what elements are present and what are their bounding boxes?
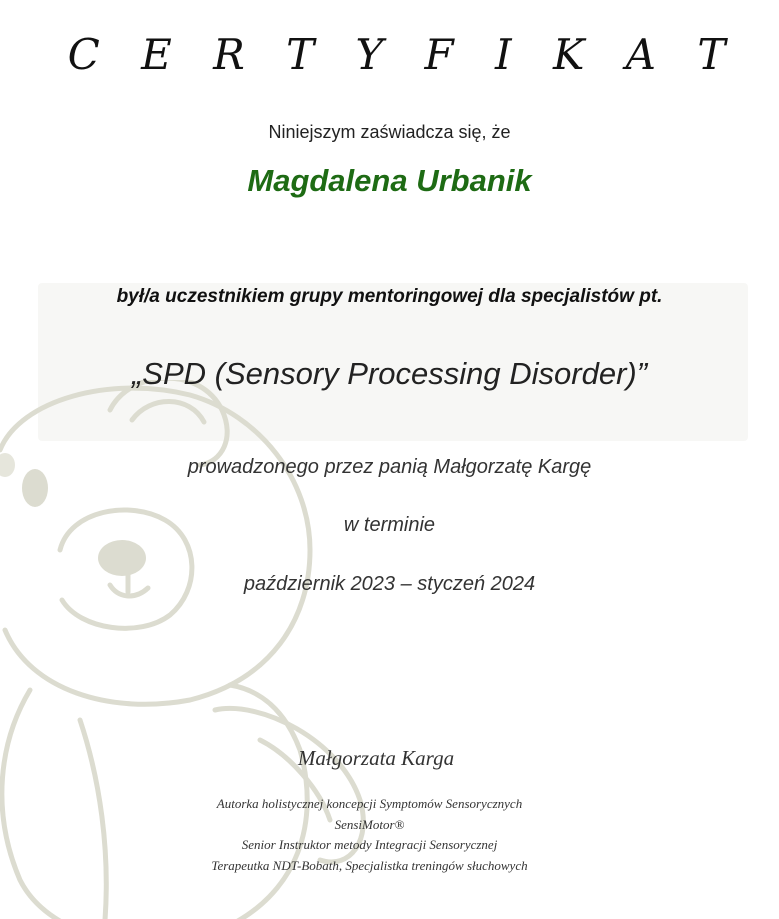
credential-line: SensiMotor®: [334, 816, 405, 832]
signer-credentials: [0, 794, 739, 876]
term-label: w terminie: [343, 514, 436, 536]
led-by-text: prowadzonego przez panią Małgorzatę Kargę: [187, 456, 592, 478]
recipient-name: Magdalena Urbanik: [247, 163, 532, 198]
certificate-title: C E R T Y F I K A T: [67, 30, 740, 79]
credential-line: Terapeutka NDT-Bobath, Specjalistka treningów słuchowych: [211, 857, 528, 873]
participation-statement: był/a uczestnikiem grupy mentoringowej dla specjalistów pt.: [116, 286, 663, 307]
signer-name: Małgorzata Karga: [297, 746, 455, 770]
course-dates: październik 2023 – styczeń 2024: [243, 573, 536, 595]
credential-line: Senior Instruktor metody Integracji Sensorycznej: [241, 837, 498, 852]
intro-text: Niniejszym zaświadcza się, że: [268, 122, 511, 142]
course-title: „SPD (Sensory Processing Disorder)”: [131, 356, 648, 391]
credential-line: Autorka holistycznej koncepcji Symptomów Sensorycznych: [216, 796, 523, 811]
